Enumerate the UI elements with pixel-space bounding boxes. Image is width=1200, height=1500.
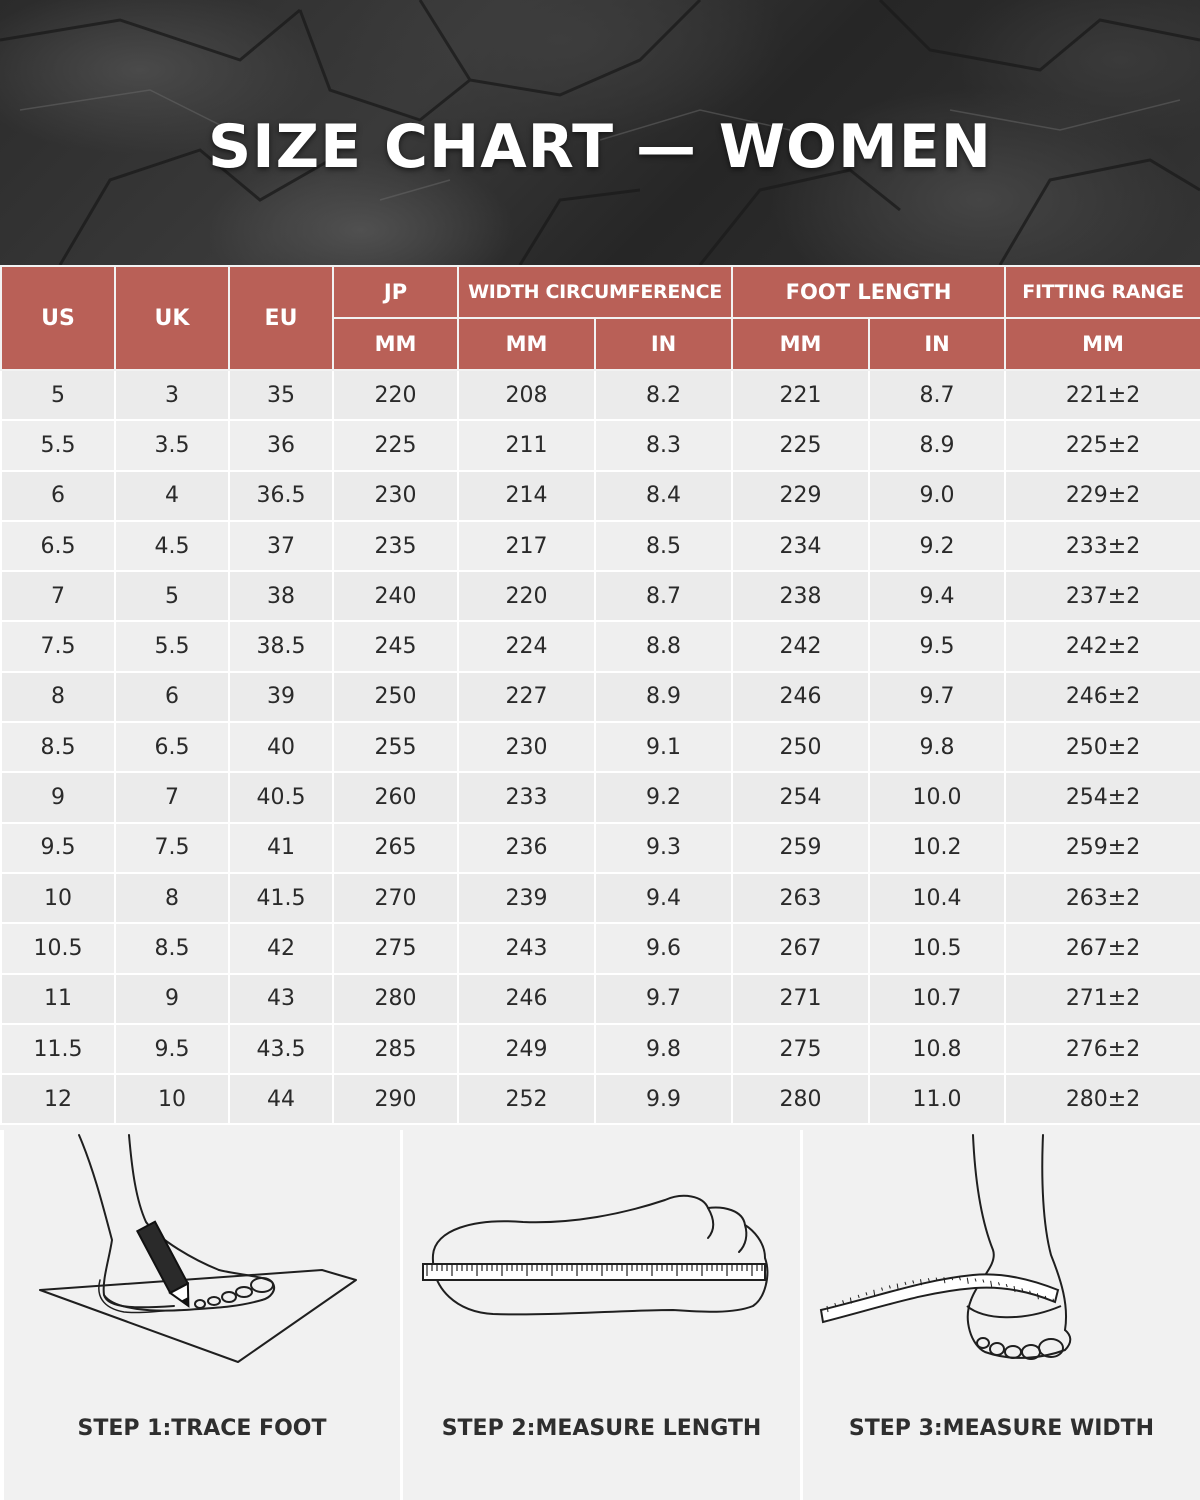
table-row	[1, 571, 1200, 621]
cell-foot-mm: 259	[732, 823, 869, 873]
cell-foot-in: 9.0	[869, 471, 1005, 521]
cell-fitting-mm: 225±2	[1005, 420, 1200, 470]
cell-jp-mm: 260	[333, 772, 458, 822]
step-1-label: STEP 1:TRACE FOOT	[77, 1416, 327, 1441]
cell-uk: 10	[115, 1074, 229, 1124]
cell-uk: 3.5	[115, 420, 229, 470]
cell-eu: 37	[229, 521, 333, 571]
cell-fitting-mm: 242±2	[1005, 621, 1200, 671]
table-row	[1, 370, 1200, 420]
table-row	[1, 873, 1200, 923]
cell-width-mm: 224	[458, 621, 595, 671]
cell-foot-mm: 238	[732, 571, 869, 621]
cell-fitting-mm: 263±2	[1005, 873, 1200, 923]
trace-foot-illustration	[4, 1130, 404, 1410]
cell-width-mm: 220	[458, 571, 595, 621]
cell-us: 5	[1, 370, 115, 420]
cell-jp-mm: 250	[333, 672, 458, 722]
table-row	[1, 621, 1200, 671]
cell-us: 7	[1, 571, 115, 621]
cell-width-in: 8.8	[595, 621, 732, 671]
cell-foot-in: 10.7	[869, 974, 1005, 1024]
cell-eu: 39	[229, 672, 333, 722]
table-row	[1, 672, 1200, 722]
cell-width-mm: 246	[458, 974, 595, 1024]
table-row	[1, 823, 1200, 873]
cell-foot-mm: 221	[732, 370, 869, 420]
cell-jp-mm: 245	[333, 621, 458, 671]
header-width-circumference: WIDTH CIRCUMFERENCE	[458, 266, 732, 318]
cell-jp-mm: 265	[333, 823, 458, 873]
cell-width-mm: 211	[458, 420, 595, 470]
header-us: US	[1, 266, 115, 370]
cell-eu: 41	[229, 823, 333, 873]
cell-uk: 5	[115, 571, 229, 621]
cell-foot-mm: 275	[732, 1024, 869, 1074]
cell-jp-mm: 255	[333, 722, 458, 772]
cell-uk: 6.5	[115, 722, 229, 772]
cell-us: 11	[1, 974, 115, 1024]
cell-fitting-mm: 233±2	[1005, 521, 1200, 571]
header-uk: UK	[115, 266, 229, 370]
cell-uk: 4	[115, 471, 229, 521]
cell-foot-in: 9.7	[869, 672, 1005, 722]
cell-uk: 7	[115, 772, 229, 822]
cell-foot-in: 10.2	[869, 823, 1005, 873]
cell-width-in: 9.7	[595, 974, 732, 1024]
subheader-fitting-mm: MM	[1005, 318, 1200, 370]
size-chart-table	[0, 265, 1200, 1125]
table-row	[1, 923, 1200, 973]
pencil-icon	[137, 1222, 197, 1311]
hero-banner	[0, 0, 1200, 265]
cell-width-in: 8.7	[595, 571, 732, 621]
step-measure-width	[800, 1130, 1200, 1500]
cell-jp-mm: 235	[333, 521, 458, 571]
cell-uk: 4.5	[115, 521, 229, 571]
cell-foot-mm: 254	[732, 772, 869, 822]
table-row	[1, 974, 1200, 1024]
cell-eu: 38	[229, 571, 333, 621]
cell-width-mm: 230	[458, 722, 595, 772]
cell-foot-mm: 250	[732, 722, 869, 772]
step-2-label: STEP 2:MEASURE LENGTH	[441, 1416, 762, 1441]
cell-fitting-mm: 276±2	[1005, 1024, 1200, 1074]
cell-eu: 43	[229, 974, 333, 1024]
cell-fitting-mm: 267±2	[1005, 923, 1200, 973]
cell-uk: 7.5	[115, 823, 229, 873]
cell-eu: 40.5	[229, 772, 333, 822]
cell-us: 5.5	[1, 420, 115, 470]
cell-width-mm: 239	[458, 873, 595, 923]
measuring-steps	[0, 1130, 1200, 1500]
cell-jp-mm: 275	[333, 923, 458, 973]
cell-jp-mm: 270	[333, 873, 458, 923]
cell-uk: 9.5	[115, 1024, 229, 1074]
table-row	[1, 772, 1200, 822]
cell-width-mm: 227	[458, 672, 595, 722]
cell-eu: 42	[229, 923, 333, 973]
cell-width-in: 8.5	[595, 521, 732, 571]
step-3-label: STEP 3:MEASURE WIDTH	[848, 1416, 1155, 1441]
cell-eu: 44	[229, 1074, 333, 1124]
cell-fitting-mm: 250±2	[1005, 722, 1200, 772]
tape-measure-icon	[821, 1274, 1061, 1322]
table-row	[1, 521, 1200, 571]
cell-fitting-mm: 246±2	[1005, 672, 1200, 722]
cell-uk: 6	[115, 672, 229, 722]
cell-width-in: 8.4	[595, 471, 732, 521]
cell-eu: 38.5	[229, 621, 333, 671]
cell-width-mm: 208	[458, 370, 595, 420]
cell-eu: 36	[229, 420, 333, 470]
cell-eu: 43.5	[229, 1024, 333, 1074]
cell-foot-mm: 280	[732, 1074, 869, 1124]
cell-width-in: 8.2	[595, 370, 732, 420]
cell-eu: 36.5	[229, 471, 333, 521]
cell-fitting-mm: 280±2	[1005, 1074, 1200, 1124]
cell-foot-in: 8.9	[869, 420, 1005, 470]
cell-uk: 5.5	[115, 621, 229, 671]
cell-us: 12	[1, 1074, 115, 1124]
cell-us: 8.5	[1, 722, 115, 772]
cell-jp-mm: 285	[333, 1024, 458, 1074]
cell-width-mm: 252	[458, 1074, 595, 1124]
cell-width-mm: 217	[458, 521, 595, 571]
cell-us: 6	[1, 471, 115, 521]
cell-eu: 41.5	[229, 873, 333, 923]
cell-fitting-mm: 229±2	[1005, 471, 1200, 521]
cell-us: 6.5	[1, 521, 115, 571]
cell-width-in: 9.9	[595, 1074, 732, 1124]
cell-jp-mm: 225	[333, 420, 458, 470]
step-trace-foot	[0, 1130, 400, 1500]
cell-foot-in: 9.2	[869, 521, 1005, 571]
cell-us: 8	[1, 672, 115, 722]
cell-width-in: 9.6	[595, 923, 732, 973]
subheader-foot-in: IN	[869, 318, 1005, 370]
cell-uk: 3	[115, 370, 229, 420]
cell-width-mm: 243	[458, 923, 595, 973]
size-table-body	[1, 370, 1200, 1124]
step-measure-length	[400, 1130, 800, 1500]
header-eu: EU	[229, 266, 333, 370]
cell-foot-in: 11.0	[869, 1074, 1005, 1124]
cell-foot-in: 10.0	[869, 772, 1005, 822]
cell-foot-in: 10.8	[869, 1024, 1005, 1074]
cell-foot-mm: 246	[732, 672, 869, 722]
cell-foot-mm: 234	[732, 521, 869, 571]
subheader-foot-mm: MM	[732, 318, 869, 370]
cell-width-in: 9.2	[595, 772, 732, 822]
page-title: SIZE CHART — WOMEN	[208, 112, 992, 182]
cell-jp-mm: 240	[333, 571, 458, 621]
cell-width-mm: 236	[458, 823, 595, 873]
subheader-width-in: IN	[595, 318, 732, 370]
table-row	[1, 420, 1200, 470]
cell-us: 11.5	[1, 1024, 115, 1074]
subheader-width-mm: MM	[458, 318, 595, 370]
cell-jp-mm: 220	[333, 370, 458, 420]
cell-uk: 9	[115, 974, 229, 1024]
cell-fitting-mm: 237±2	[1005, 571, 1200, 621]
cell-foot-in: 10.4	[869, 873, 1005, 923]
cell-foot-in: 9.5	[869, 621, 1005, 671]
subheader-jp-mm: MM	[333, 318, 458, 370]
cell-width-in: 8.9	[595, 672, 732, 722]
cell-us: 9.5	[1, 823, 115, 873]
table-row	[1, 471, 1200, 521]
cell-foot-mm: 242	[732, 621, 869, 671]
cell-foot-mm: 267	[732, 923, 869, 973]
table-row	[1, 1074, 1200, 1124]
cell-width-mm: 249	[458, 1024, 595, 1074]
table-row	[1, 722, 1200, 772]
cell-width-in: 9.4	[595, 873, 732, 923]
cell-foot-mm: 229	[732, 471, 869, 521]
cell-foot-in: 9.4	[869, 571, 1005, 621]
header-fitting-range: FITTING RANGE	[1005, 266, 1200, 318]
header-foot-length: FOOT LENGTH	[732, 266, 1005, 318]
cell-width-mm: 233	[458, 772, 595, 822]
cell-eu: 40	[229, 722, 333, 772]
cell-uk: 8.5	[115, 923, 229, 973]
cell-us: 10.5	[1, 923, 115, 973]
cell-width-in: 8.3	[595, 420, 732, 470]
cell-us: 9	[1, 772, 115, 822]
cell-uk: 8	[115, 873, 229, 923]
cell-fitting-mm: 259±2	[1005, 823, 1200, 873]
cell-width-in: 9.1	[595, 722, 732, 772]
cell-foot-in: 10.5	[869, 923, 1005, 973]
table-row	[1, 1024, 1200, 1074]
cell-width-in: 9.8	[595, 1024, 732, 1074]
cell-us: 7.5	[1, 621, 115, 671]
ruler-icon	[423, 1264, 767, 1280]
cell-eu: 35	[229, 370, 333, 420]
cell-us: 10	[1, 873, 115, 923]
cell-jp-mm: 230	[333, 471, 458, 521]
cell-fitting-mm: 254±2	[1005, 772, 1200, 822]
cell-foot-in: 9.8	[869, 722, 1005, 772]
cell-fitting-mm: 271±2	[1005, 974, 1200, 1024]
cell-width-mm: 214	[458, 471, 595, 521]
cell-foot-mm: 271	[732, 974, 869, 1024]
cell-fitting-mm: 221±2	[1005, 370, 1200, 420]
cell-width-in: 9.3	[595, 823, 732, 873]
measure-length-illustration	[403, 1130, 803, 1410]
measure-width-illustration	[803, 1130, 1200, 1410]
cell-jp-mm: 280	[333, 974, 458, 1024]
cell-foot-mm: 225	[732, 420, 869, 470]
header-jp: JP	[333, 266, 458, 318]
cell-foot-mm: 263	[732, 873, 869, 923]
cell-foot-in: 8.7	[869, 370, 1005, 420]
cell-jp-mm: 290	[333, 1074, 458, 1124]
